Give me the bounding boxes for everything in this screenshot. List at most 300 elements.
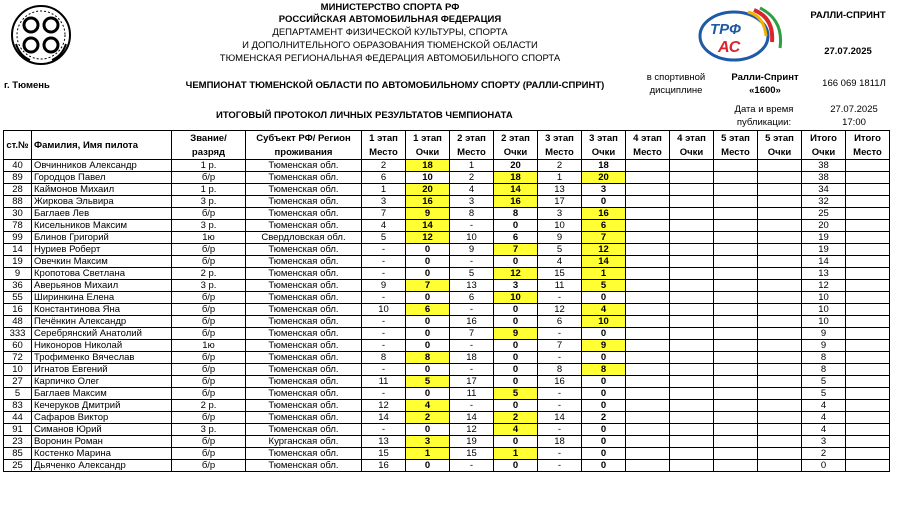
cell-num: 72 — [4, 352, 32, 364]
cell-empty — [714, 280, 758, 292]
col-s3-place-2: Место — [538, 145, 582, 160]
cell-region: Тюменская обл. — [246, 460, 362, 472]
cell-p1: - — [362, 268, 406, 280]
cell-p3: - — [538, 448, 582, 460]
cell-name: Ширинкина Елена — [32, 292, 172, 304]
table-row — [4, 328, 890, 340]
cell-o2: 9 — [494, 328, 538, 340]
cell-empty — [714, 268, 758, 280]
table-row — [4, 184, 890, 196]
cell-o1: 5 — [406, 376, 450, 388]
ministry-emblem — [10, 4, 72, 66]
cell-name: Кропотова Светлана — [32, 268, 172, 280]
cell-o1: 0 — [406, 256, 450, 268]
cell-empty — [758, 376, 802, 388]
cell-region: Тюменская обл. — [246, 220, 362, 232]
discipline-label-1: в спортивной — [646, 72, 706, 83]
cell-o3: 0 — [582, 328, 626, 340]
cell-o3: 0 — [582, 352, 626, 364]
cell-p2: 10 — [450, 232, 494, 244]
cell-empty — [670, 376, 714, 388]
header-line2: РОССИЙСКАЯ АВТОМОБИЛЬНАЯ ФЕДЕРАЦИЯ — [278, 14, 502, 25]
cell-name: Игнатов Евгений — [32, 364, 172, 376]
cell-empty — [758, 352, 802, 364]
cell-num: 83 — [4, 400, 32, 412]
publication-time: 17:00 — [842, 117, 866, 128]
cell-empty — [714, 172, 758, 184]
cell-p2: 6 — [450, 292, 494, 304]
cell-p2: 4 — [450, 184, 494, 196]
cell-rank: б/р — [172, 172, 246, 184]
publication-label-1: Дата и время — [734, 104, 794, 115]
cell-empty — [714, 364, 758, 376]
cell-empty — [626, 304, 670, 316]
cell-o3: 5 — [582, 280, 626, 292]
cell-o1: 8 — [406, 352, 450, 364]
cell-name: Блинов Григорий — [32, 232, 172, 244]
cell-p2: - — [450, 256, 494, 268]
cell-p1: - — [362, 256, 406, 268]
cell-empty — [670, 364, 714, 376]
cell-empty — [626, 340, 670, 352]
cell-empty — [846, 232, 890, 244]
cell-p2: 15 — [450, 448, 494, 460]
cell-num: 99 — [4, 232, 32, 244]
cell-region: Тюменская обл. — [246, 244, 362, 256]
col-total-place-1: Итого — [846, 131, 890, 146]
cell-total: 8 — [802, 364, 846, 376]
cell-empty — [670, 232, 714, 244]
table-row — [4, 352, 890, 364]
cell-p2: 9 — [450, 244, 494, 256]
cell-o3: 0 — [582, 436, 626, 448]
trfas-logo-icon — [694, 6, 786, 62]
cell-empty — [714, 208, 758, 220]
cell-rank: б/р — [172, 244, 246, 256]
cell-empty — [846, 412, 890, 424]
cell-o3: 16 — [582, 208, 626, 220]
cell-p1: - — [362, 388, 406, 400]
cell-o2: 0 — [494, 304, 538, 316]
cell-p2: 3 — [450, 196, 494, 208]
cell-empty — [846, 400, 890, 412]
cell-empty — [670, 328, 714, 340]
cell-p3: 5 — [538, 244, 582, 256]
cell-rank: б/р — [172, 412, 246, 424]
logo-text-top: ТРФ — [710, 21, 741, 38]
cell-p2: 18 — [450, 352, 494, 364]
cell-total: 19 — [802, 232, 846, 244]
cell-empty — [846, 376, 890, 388]
cell-empty — [626, 172, 670, 184]
cell-o2: 7 — [494, 244, 538, 256]
cell-name: Каймонов Михаил — [32, 184, 172, 196]
col-rank-1: Звание/ — [172, 131, 246, 146]
cell-empty — [846, 184, 890, 196]
cell-p3: - — [538, 388, 582, 400]
cell-empty — [714, 376, 758, 388]
cell-p1: 15 — [362, 448, 406, 460]
cell-p3: 1 — [538, 172, 582, 184]
cell-o1: 0 — [406, 292, 450, 304]
col-region-1: Субъект РФ/ Регион — [246, 131, 362, 146]
cell-p2: - — [450, 400, 494, 412]
table-row — [4, 316, 890, 328]
cell-total: 2 — [802, 448, 846, 460]
cell-p3: 14 — [538, 412, 582, 424]
table-row — [4, 448, 890, 460]
cell-empty — [714, 424, 758, 436]
cell-empty — [626, 400, 670, 412]
logo-text-bottom: АС — [718, 39, 741, 56]
championship-title: ЧЕМПИОНАТ ТЮМЕНСКОЙ ОБЛАСТИ ПО АВТОМОБИЛЬНОМУ СПОРТУ (РАЛЛИ-СПРИНТ) — [185, 80, 605, 91]
cell-num: 36 — [4, 280, 32, 292]
cell-p1: - — [362, 316, 406, 328]
cell-o3: 0 — [582, 460, 626, 472]
col-s4-place-2: Место — [626, 145, 670, 160]
cell-num: 28 — [4, 184, 32, 196]
cell-o3: 10 — [582, 316, 626, 328]
cell-name: Городцов Павел — [32, 172, 172, 184]
cell-rank: 1ю — [172, 232, 246, 244]
cell-num: 91 — [4, 424, 32, 436]
col-s4-place-1: 4 этап — [626, 131, 670, 146]
cell-rank: б/р — [172, 292, 246, 304]
table-row — [4, 292, 890, 304]
cell-rank: 3 р. — [172, 196, 246, 208]
table-row — [4, 160, 890, 172]
cell-empty — [670, 316, 714, 328]
cell-empty — [758, 220, 802, 232]
cell-region: Тюменская обл. — [246, 448, 362, 460]
cell-region: Тюменская обл. — [246, 412, 362, 424]
cell-o1: 20 — [406, 184, 450, 196]
cell-o1: 0 — [406, 268, 450, 280]
cell-p3: 16 — [538, 376, 582, 388]
cell-p3: 13 — [538, 184, 582, 196]
cell-total: 9 — [802, 328, 846, 340]
cell-region: Тюменская обл. — [246, 172, 362, 184]
cell-name: Кечеруков Дмитрий — [32, 400, 172, 412]
cell-empty — [670, 244, 714, 256]
cell-total: 3 — [802, 436, 846, 448]
cell-p2: 7 — [450, 328, 494, 340]
cell-empty — [670, 352, 714, 364]
col-s3-points-2: Очки — [582, 145, 626, 160]
cell-empty — [758, 316, 802, 328]
cell-o1: 16 — [406, 196, 450, 208]
cell-empty — [714, 244, 758, 256]
cell-empty — [846, 316, 890, 328]
cell-p1: 14 — [362, 412, 406, 424]
cell-name: Жиркова Эльвира — [32, 196, 172, 208]
cell-total: 5 — [802, 388, 846, 400]
cell-empty — [758, 184, 802, 196]
col-s2-place-1: 2 этап — [450, 131, 494, 146]
cell-rank: б/р — [172, 304, 246, 316]
cell-name: Овечкин Максим — [32, 256, 172, 268]
cell-region: Тюменская обл. — [246, 208, 362, 220]
cell-p3: 17 — [538, 196, 582, 208]
cell-empty — [758, 328, 802, 340]
cell-empty — [846, 460, 890, 472]
cell-name: Дьяченко Александр — [32, 460, 172, 472]
cell-p2: 17 — [450, 376, 494, 388]
cell-empty — [758, 268, 802, 280]
cell-o3: 0 — [582, 292, 626, 304]
cell-o3: 12 — [582, 244, 626, 256]
cell-o2: 0 — [494, 436, 538, 448]
cell-empty — [626, 328, 670, 340]
cell-num: 40 — [4, 160, 32, 172]
cell-num: 25 — [4, 460, 32, 472]
cell-region: Тюменская обл. — [246, 292, 362, 304]
cell-empty — [714, 256, 758, 268]
cell-name: Баглаев Максим — [32, 388, 172, 400]
cell-empty — [670, 388, 714, 400]
cell-total: 34 — [802, 184, 846, 196]
cell-total: 25 — [802, 208, 846, 220]
cell-num: 60 — [4, 340, 32, 352]
cell-num: 16 — [4, 304, 32, 316]
cell-empty — [758, 160, 802, 172]
cell-p1: 6 — [362, 172, 406, 184]
cell-o3: 20 — [582, 172, 626, 184]
cell-empty — [758, 244, 802, 256]
cell-num: 85 — [4, 448, 32, 460]
col-name: Фамилия, Имя пилота — [32, 131, 172, 160]
cell-o2: 20 — [494, 160, 538, 172]
cell-o2: 16 — [494, 196, 538, 208]
cell-o3: 14 — [582, 256, 626, 268]
table-row — [4, 172, 890, 184]
table-row — [4, 436, 890, 448]
cell-empty — [670, 196, 714, 208]
cell-empty — [626, 208, 670, 220]
cell-rank: б/р — [172, 364, 246, 376]
cell-name: Овчинников Александр — [32, 160, 172, 172]
cell-p1: - — [362, 364, 406, 376]
cell-empty — [670, 400, 714, 412]
cell-p2: - — [450, 460, 494, 472]
cell-p1: 4 — [362, 220, 406, 232]
cell-o1: 0 — [406, 460, 450, 472]
cell-num: 14 — [4, 244, 32, 256]
cell-empty — [670, 184, 714, 196]
cell-o2: 0 — [494, 376, 538, 388]
cell-region: Тюменская обл. — [246, 268, 362, 280]
cell-empty — [846, 292, 890, 304]
cell-name: Трофименко Вячеслав — [32, 352, 172, 364]
cell-empty — [846, 352, 890, 364]
cell-empty — [626, 316, 670, 328]
cell-empty — [758, 304, 802, 316]
cell-o2: 8 — [494, 208, 538, 220]
cell-p2: 12 — [450, 424, 494, 436]
cell-empty — [846, 304, 890, 316]
cell-p3: 3 — [538, 208, 582, 220]
cell-empty — [670, 424, 714, 436]
cell-num: 19 — [4, 256, 32, 268]
cell-rank: 1 р. — [172, 160, 246, 172]
cell-total: 4 — [802, 412, 846, 424]
cell-region: Тюменская обл. — [246, 196, 362, 208]
trfas-logo — [694, 6, 786, 62]
cell-total: 9 — [802, 340, 846, 352]
cell-empty — [758, 340, 802, 352]
cell-p2: - — [450, 304, 494, 316]
col-s4-points-2: Очки — [670, 145, 714, 160]
cell-p3: 9 — [538, 232, 582, 244]
cell-p2: - — [450, 340, 494, 352]
cell-empty — [626, 376, 670, 388]
cell-o3: 2 — [582, 412, 626, 424]
table-row — [4, 400, 890, 412]
event-date: 27.07.2025 — [824, 46, 872, 57]
cell-empty — [626, 424, 670, 436]
cell-empty — [758, 172, 802, 184]
cell-total: 38 — [802, 172, 846, 184]
cell-o3: 9 — [582, 340, 626, 352]
cell-empty — [626, 280, 670, 292]
header-line1: МИНИСТЕРСТВО СПОРТА РФ — [320, 2, 460, 13]
cell-o2: 10 — [494, 292, 538, 304]
cell-empty — [714, 412, 758, 424]
table-row — [4, 364, 890, 376]
cell-region: Тюменская обл. — [246, 424, 362, 436]
cell-o2: 0 — [494, 220, 538, 232]
cell-o1: 0 — [406, 244, 450, 256]
cell-empty — [626, 292, 670, 304]
cell-empty — [714, 436, 758, 448]
cell-empty — [714, 340, 758, 352]
cell-empty — [626, 256, 670, 268]
cell-empty — [846, 244, 890, 256]
cell-o3: 7 — [582, 232, 626, 244]
cell-empty — [626, 268, 670, 280]
cell-o1: 9 — [406, 208, 450, 220]
results-table — [3, 130, 890, 472]
cell-rank: 2 р. — [172, 268, 246, 280]
cell-empty — [846, 280, 890, 292]
cell-empty — [846, 388, 890, 400]
cell-p2: 5 — [450, 268, 494, 280]
cell-p3: - — [538, 400, 582, 412]
cell-empty — [670, 340, 714, 352]
cell-rank: 3 р. — [172, 280, 246, 292]
discipline-label-2: дисциплине — [649, 85, 703, 96]
cell-p3: 18 — [538, 436, 582, 448]
cell-o1: 10 — [406, 172, 450, 184]
cell-o1: 0 — [406, 340, 450, 352]
cell-empty — [846, 436, 890, 448]
cell-empty — [670, 304, 714, 316]
cell-num: 78 — [4, 220, 32, 232]
cell-o2: 3 — [494, 280, 538, 292]
cell-p2: 19 — [450, 436, 494, 448]
cell-empty — [670, 460, 714, 472]
cell-empty — [626, 436, 670, 448]
cell-p2: 2 — [450, 172, 494, 184]
cell-empty — [758, 196, 802, 208]
cell-empty — [714, 316, 758, 328]
cell-name: Карпичко Олег — [32, 376, 172, 388]
cell-p1: - — [362, 328, 406, 340]
table-row — [4, 208, 890, 220]
cell-empty — [626, 196, 670, 208]
cell-region: Тюменская обл. — [246, 328, 362, 340]
cell-p1: 7 — [362, 208, 406, 220]
cell-empty — [758, 424, 802, 436]
cell-o3: 8 — [582, 364, 626, 376]
cell-empty — [670, 220, 714, 232]
cell-o3: 4 — [582, 304, 626, 316]
cell-o2: 12 — [494, 268, 538, 280]
cell-p3: 7 — [538, 340, 582, 352]
table-row — [4, 280, 890, 292]
cell-empty — [670, 208, 714, 220]
cell-empty — [758, 256, 802, 268]
cell-p3: 2 — [538, 160, 582, 172]
cell-num: 88 — [4, 196, 32, 208]
cell-num: 44 — [4, 412, 32, 424]
cell-empty — [758, 388, 802, 400]
cell-empty — [758, 364, 802, 376]
col-s5-place-2: Место — [714, 145, 758, 160]
cell-empty — [714, 160, 758, 172]
cell-region: Курганская обл. — [246, 436, 362, 448]
cell-region: Тюменская обл. — [246, 376, 362, 388]
cell-o3: 6 — [582, 220, 626, 232]
col-s2-points-2: Очки — [494, 145, 538, 160]
col-total-1: Итого — [802, 131, 846, 146]
cell-name: Аверьянов Михаил — [32, 280, 172, 292]
cell-p3: - — [538, 352, 582, 364]
discipline-value-1: Ралли-Спринт — [731, 72, 799, 83]
cell-o3: 0 — [582, 400, 626, 412]
cell-p3: 12 — [538, 304, 582, 316]
cell-p2: 1 — [450, 160, 494, 172]
cell-rank: б/р — [172, 376, 246, 388]
cell-o2: 5 — [494, 388, 538, 400]
cell-name: Печёнкин Александр — [32, 316, 172, 328]
cell-total: 10 — [802, 304, 846, 316]
cell-empty — [626, 388, 670, 400]
table-row — [4, 268, 890, 280]
cell-o3: 0 — [582, 388, 626, 400]
cell-num: 27 — [4, 376, 32, 388]
cell-empty — [670, 172, 714, 184]
cell-name: Серебрянский Анатолий — [32, 328, 172, 340]
cell-empty — [626, 412, 670, 424]
cell-empty — [626, 364, 670, 376]
cell-empty — [758, 412, 802, 424]
cell-o1: 18 — [406, 160, 450, 172]
cell-p3: - — [538, 292, 582, 304]
cell-empty — [626, 220, 670, 232]
cell-total: 14 — [802, 256, 846, 268]
cell-total: 20 — [802, 220, 846, 232]
cell-o2: 0 — [494, 352, 538, 364]
cell-empty — [714, 388, 758, 400]
cell-p1: 8 — [362, 352, 406, 364]
header-line4: И ДОПОЛНИТЕЛЬНОГО ОБРАЗОВАНИЯ ТЮМЕНСКОЙ ОБЛАСТИ — [242, 40, 538, 51]
emblem-icon — [10, 4, 72, 66]
cell-o1: 0 — [406, 364, 450, 376]
cell-p1: 12 — [362, 400, 406, 412]
cell-region: Тюменская обл. — [246, 256, 362, 268]
cell-total: 13 — [802, 268, 846, 280]
